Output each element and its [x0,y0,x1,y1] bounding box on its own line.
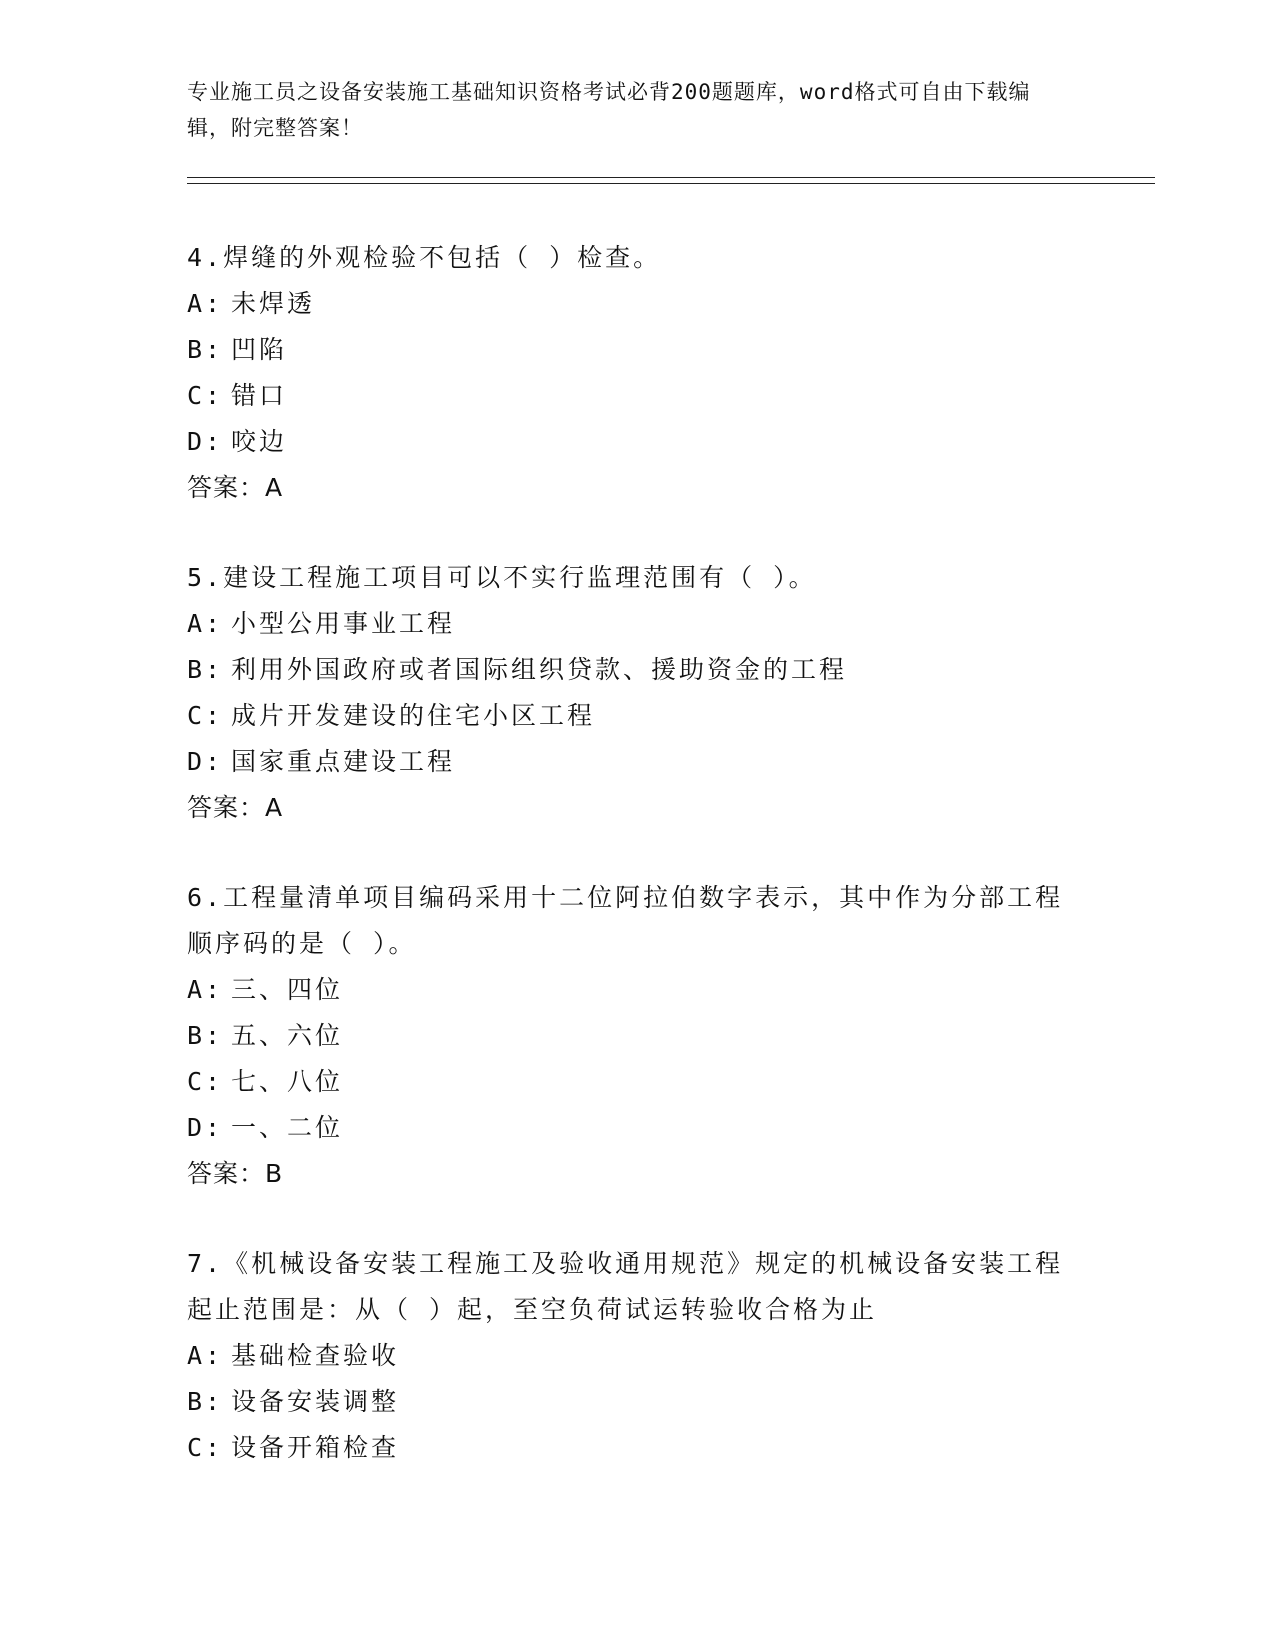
option-letter: A: [187,975,224,1004]
option-letter: C: [187,1067,224,1096]
option-letter: B: [187,335,224,364]
option-c [187,1425,1087,1471]
option-letter: A: [187,289,224,318]
option-letter: D: [187,427,224,456]
option-text: 七、八位 [231,1067,344,1096]
header-divider-top [187,177,1155,178]
option-d [187,739,1087,785]
option-text: 咬边 [231,427,288,456]
option-letter: A: [187,609,224,638]
option-text: 利用外国政府或者国际组织贷款、援助资金的工程 [231,655,848,684]
option-c [187,693,1087,739]
option-d [187,1105,1087,1151]
option-text: 未焊透 [231,289,316,318]
option-letter: A: [187,1341,224,1370]
question-5 [187,555,1087,831]
option-text: 国家重点建设工程 [231,747,456,776]
option-text: 设备开箱检查 [231,1433,400,1462]
option-text: 设备安装调整 [231,1387,400,1416]
answer-text: 答案：A [187,473,284,502]
option-a [187,1333,1087,1379]
option-a [187,601,1087,647]
question-text: 5.建设工程施工项目可以不实行监理范围有（ ）。 [187,563,817,592]
option-b [187,1013,1087,1059]
answer-text: 答案：A [187,793,284,822]
option-letter: B: [187,655,224,684]
option-letter: C: [187,1433,224,1462]
question-text: 7.《机械设备安装工程施工及验收通用规范》规定的机械设备安装工程起止范围是：从（ ）起，至空负荷试运转验收合格为止 [187,1249,1064,1324]
option-a [187,967,1087,1013]
question-6 [187,875,1087,1197]
option-b [187,1379,1087,1425]
option-text: 五、六位 [231,1021,344,1050]
option-a [187,281,1087,327]
option-letter: D: [187,1113,224,1142]
header-divider-bottom [187,183,1155,184]
option-letter: D: [187,747,224,776]
option-b [187,327,1087,373]
question-list [187,235,1087,1515]
question-text: 4.焊缝的外观检验不包括（ ）检查。 [187,243,662,272]
option-c [187,373,1087,419]
option-text: 小型公用事业工程 [231,609,456,638]
question-7 [187,1241,1087,1471]
option-text: 错口 [231,381,288,410]
option-letter: C: [187,381,224,410]
question-text: 6.工程量清单项目编码采用十二位阿拉伯数字表示，其中作为分部工程顺序码的是（ ）。 [187,883,1064,958]
option-text: 基础检查验收 [231,1341,400,1370]
option-b [187,647,1087,693]
option-letter: B: [187,1021,224,1050]
option-letter: C: [187,701,224,730]
option-text: 成片开发建设的住宅小区工程 [231,701,596,730]
option-c [187,1059,1087,1105]
option-d [187,419,1087,465]
option-text: 一、二位 [231,1113,344,1142]
option-text: 三、四位 [231,975,344,1004]
option-text: 凹陷 [231,335,288,364]
answer-text: 答案：B [187,1159,284,1188]
option-letter: B: [187,1387,224,1416]
question-4 [187,235,1087,511]
document-header: 专业施工员之设备安装施工基础知识资格考试必背200题题库，word格式可自由下载编辑，附完整答案！ [187,80,1031,140]
